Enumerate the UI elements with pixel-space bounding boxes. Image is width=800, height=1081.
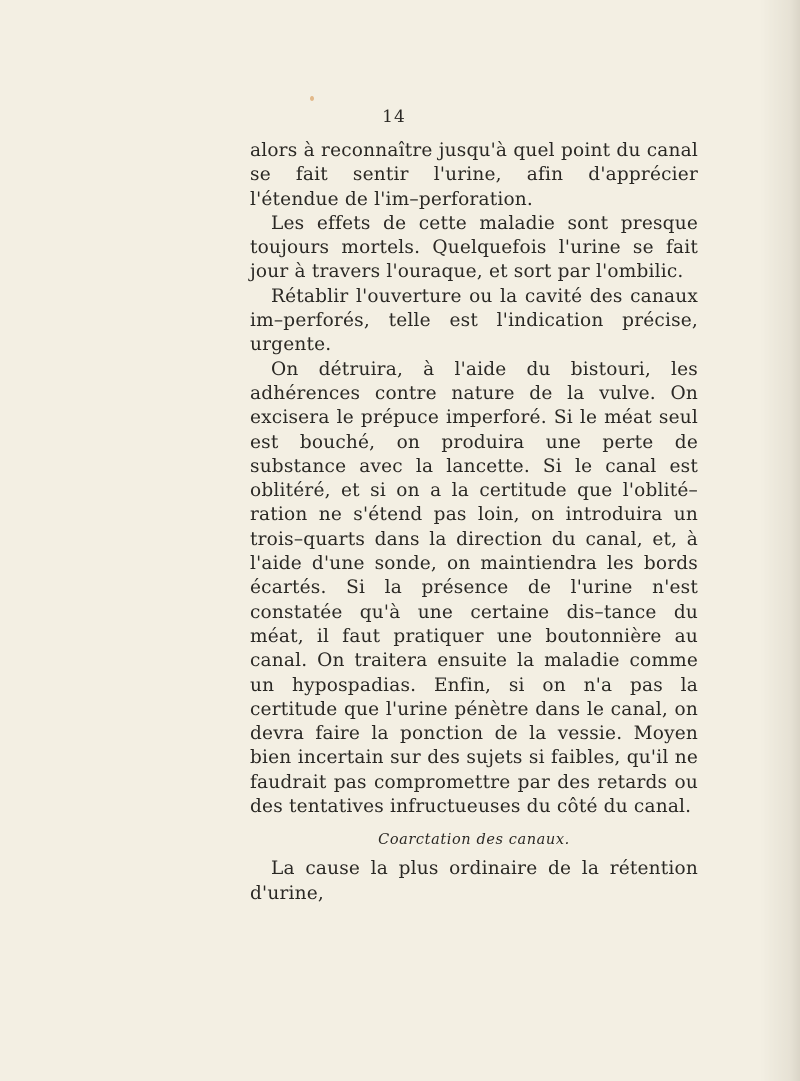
section-heading: Coarctation des canaux. (378, 832, 570, 849)
paragraph-4: On détruira, à l'aide du bistouri, les adhérences contre nature de la vulve. On excisera le prépuce imperforé. Si le méat seul est bouché, on produira une perte de substance avec la lancette. Si le canal est oblitéré, et si on a la certitude que l'oblité–ration ne s'étend pas loin, on introduira un trois–quarts dans la direction du canal, et, à l'aide d'une sonde, on maintiendra les bords écartés. Si la présence de l'urine n'est constatée qu'à une certaine dis–tance du méat, il faut pratiquer une boutonnière au canal. On traitera ensuite la maladie comme un hypospadias. Enfin, si on n'a pas la certitude que l'urine pénètre dans le canal, on devra faire la ponction de la vessie. Moyen bien incertain sur des sujets si faibles, qu'il ne faudrait pas compromettre par des retards ou des tentatives infructueuses du côté du canal. (250, 358, 698, 818)
paragraph-3: Rétablir l'ouverture ou la cavité des canaux im–perforés, telle est l'indication précise, urgente. (250, 285, 698, 356)
paragraph-2: Les effets de cette maladie sont presque toujours mortels. Quelquefois l'urine se fait jour à travers l'ouraque, et sort par l'ombilic. (250, 212, 698, 283)
body-text (250, 139, 698, 906)
page-number: 14 (382, 107, 406, 127)
ink-speck (310, 96, 314, 101)
closing-line: La cause la plus ordinaire de la rétention d'urine, (250, 858, 698, 904)
paragraph-1: alors à reconnaître jusqu'à quel point du canal se fait sentir l'urine, afin d'apprécier l'étendue de l'im–perforation. (250, 140, 698, 210)
